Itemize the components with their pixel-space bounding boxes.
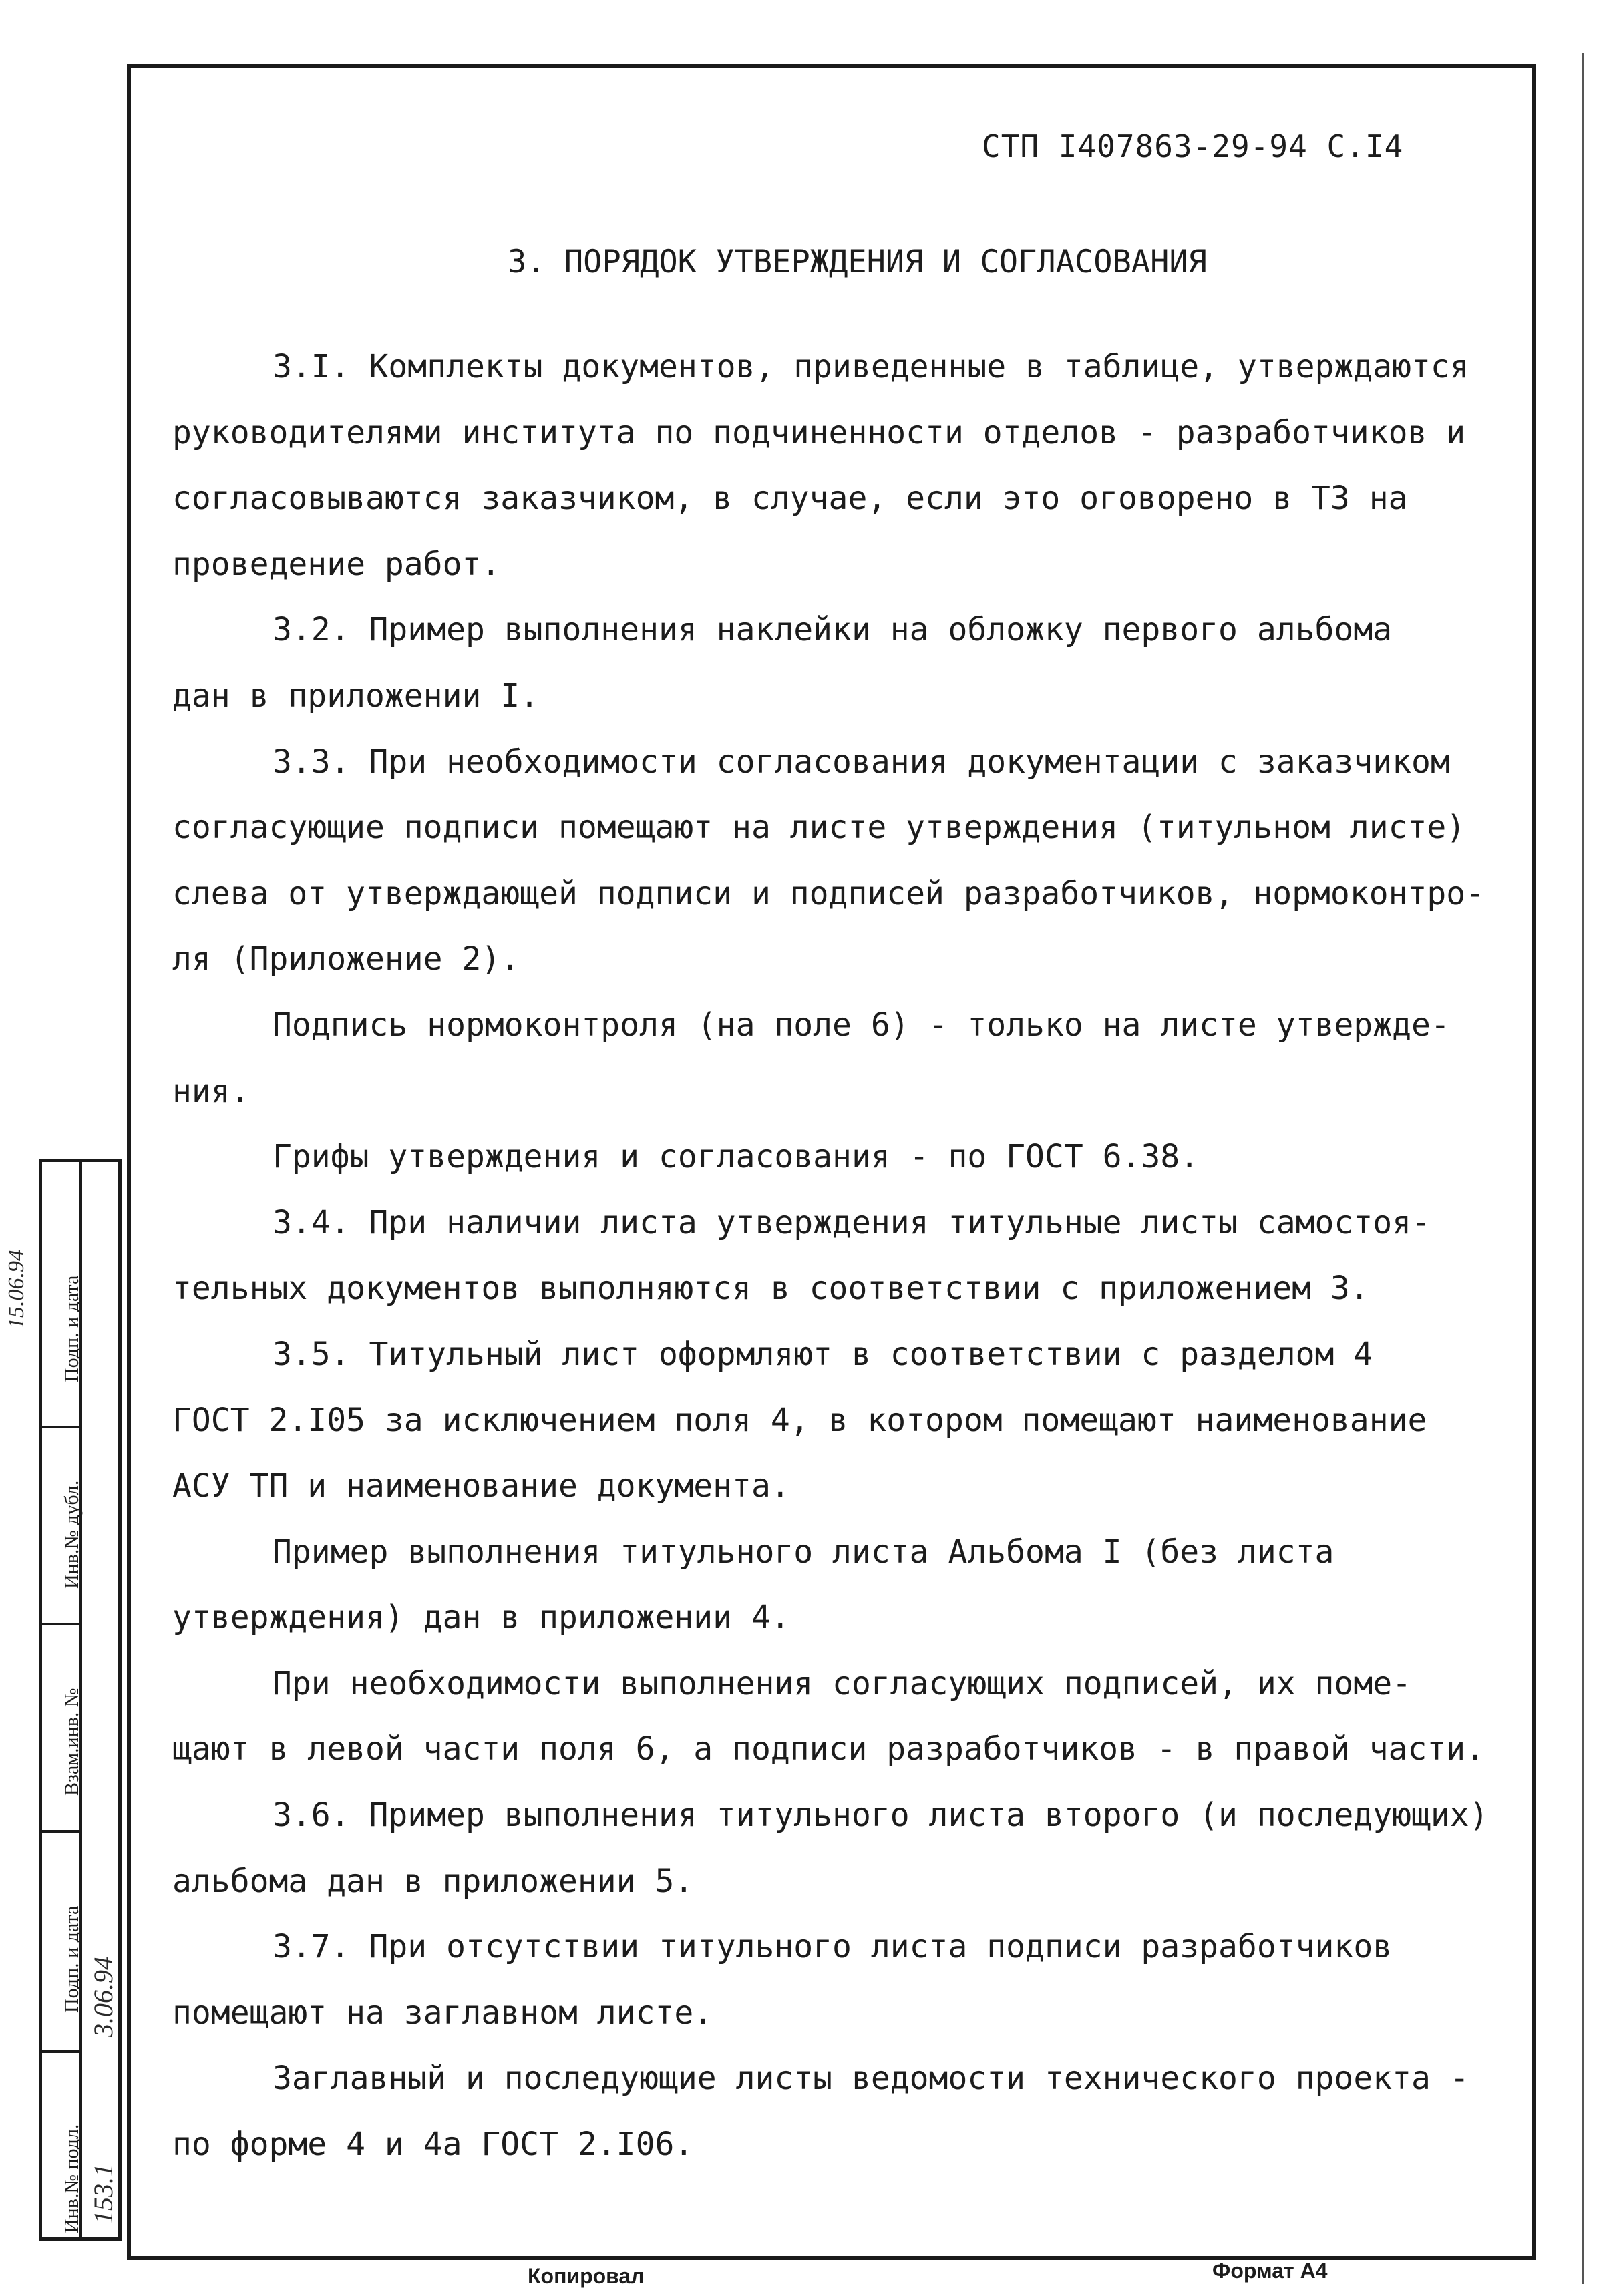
text-line: дан в приложении I. (172, 677, 540, 715)
text-line: слева от утверждающей подписи и подписей разработчиков, нормоконтро- (172, 874, 1485, 912)
text-line: Подпись нормоконтроля (на поле 6) - только на листе утвержде- (273, 1006, 1450, 1044)
side-label-orig-inv: Инв.№ подл. (61, 2124, 83, 2233)
text-line: 3.4. При наличии листа утверждения титульные листы самостоя- (273, 1203, 1431, 1241)
text-line: 3.2. Пример выполнения наклейки на обложку первого альбома (273, 611, 1393, 649)
text-line: помещают на заглавном листе. (172, 1993, 713, 2032)
text-line: 3.5. Титульный лист оформляют в соответствии с разделом 4 (273, 1335, 1373, 1373)
handwritten-date: 3.06.94 (88, 1957, 118, 2037)
text-line: АСУ ТП и наименование документа. (172, 1467, 790, 1505)
text-line: 3.7. При отсутствии титульного листа подписи разработчиков (273, 1928, 1393, 1966)
text-line: альбома дан в приложении 5. (172, 1862, 694, 1900)
text-line: Заглавный и последующие листы ведомости технического проекта - (273, 2060, 1469, 2098)
text-line: утверждения) дан в приложении 4. (172, 1599, 790, 1637)
handwritten-number: 153.1 (88, 2164, 118, 2224)
footer-format: Формат А4 (1212, 2259, 1328, 2283)
side-label-sign-date-2: Подп. и дата (61, 1905, 83, 2013)
side-label-dup-inv: Инв.№ дубл. (61, 1480, 83, 1589)
side-cell-sign-date-2 (42, 1830, 83, 2050)
footer-copied: Копировал (528, 2264, 645, 2288)
side-cell-dup-inv (42, 1426, 83, 1623)
text-line: Грифы утверждения и согласования - по ГОСТ 6.38. (273, 1138, 1200, 1176)
text-line: руководителями института по подчиненности отделов - разработчиков и (172, 413, 1466, 451)
section-title: 3. ПОРЯДОК УТВЕРЖДЕНИЯ И СОГЛАСОВАНИЯ (508, 244, 1207, 280)
text-line: 3.3. При необходимости согласования документации с заказчиком (273, 743, 1450, 781)
text-line: При необходимости выполнения согласующих подписей, их поме- (273, 1664, 1412, 1702)
text-line: 3.I. Комплекты документов, приведенные в таблице, утверждаются (273, 348, 1469, 385)
body-text (172, 334, 1515, 2178)
side-cell-replace-inv (42, 1623, 83, 1830)
text-line: щают в левой части поля 6, а подписи разработчиков - в правой части. (172, 1730, 1485, 1768)
top-handwritten-note: 15.06.94 (4, 1250, 29, 1329)
text-line: по форме 4 и 4а ГОСТ 2.I06. (172, 2126, 694, 2164)
side-cell-orig-inv (42, 2050, 83, 2241)
side-stamp-table (39, 1159, 122, 2241)
right-edge-line (1582, 53, 1584, 2284)
text-line: проведение работ. (172, 545, 501, 583)
text-line: тельных документов выполняются в соответствии с приложением 3. (172, 1270, 1369, 1308)
text-line: ГОСТ 2.I05 за исключением поля 4, в котором помещают наименование (172, 1401, 1427, 1439)
side-cell-sign-date-1 (42, 1162, 83, 1426)
text-line: согласующие подписи помещают на листе утверждения (титульном листе) (172, 809, 1466, 847)
side-label-replace-inv: Взам.инв. № (61, 1688, 83, 1796)
text-line: 3.6. Пример выполнения титульного листа второго (и последующих) (273, 1796, 1489, 1835)
text-line: Пример выполнения титульного листа Альбома I (без листа (273, 1533, 1334, 1571)
text-line: ния. (172, 1072, 250, 1110)
text-line: ля (Приложение 2). (172, 940, 520, 978)
document-code: СТП I407863-29-94 С.I4 (982, 128, 1404, 164)
text-line: согласовываются заказчиком, в случае, если это оговорено в ТЗ на (172, 480, 1408, 518)
side-label-sign-date-1: Подп. и дата (61, 1275, 83, 1382)
